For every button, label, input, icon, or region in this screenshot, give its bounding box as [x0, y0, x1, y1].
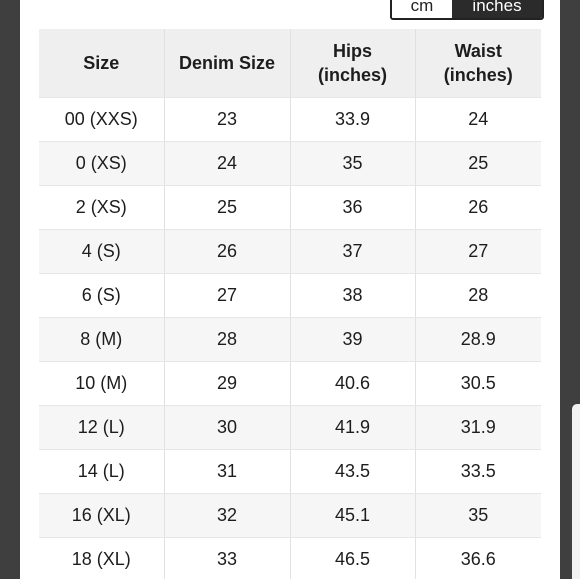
cell-hips: 46.5	[290, 538, 415, 579]
cell-hips: 40.6	[290, 362, 415, 406]
size-chart-panel	[20, 0, 560, 579]
cell-denim-size: 28	[164, 318, 290, 362]
table-row	[39, 318, 541, 362]
cell-size: 8 (M)	[39, 318, 164, 362]
header-size: Size	[39, 29, 164, 98]
header-denim-size: Denim Size	[164, 29, 290, 98]
cell-denim-size: 23	[164, 98, 290, 142]
size-table	[39, 29, 541, 579]
cell-waist: 35	[415, 494, 541, 538]
table-row	[39, 538, 541, 579]
cell-hips: 35	[290, 142, 415, 186]
cell-denim-size: 33	[164, 538, 290, 579]
cell-size: 2 (XS)	[39, 186, 164, 230]
cell-hips: 33.9	[290, 98, 415, 142]
table-row	[39, 98, 541, 142]
table-row	[39, 274, 541, 318]
cell-waist: 28	[415, 274, 541, 318]
cell-size: 16 (XL)	[39, 494, 164, 538]
cell-denim-size: 25	[164, 186, 290, 230]
cell-denim-size: 30	[164, 406, 290, 450]
unit-toggle	[390, 0, 544, 20]
table-row	[39, 406, 541, 450]
cell-size: 00 (XXS)	[39, 98, 164, 142]
cell-size: 12 (L)	[39, 406, 164, 450]
cell-denim-size: 31	[164, 450, 290, 494]
cell-hips: 41.9	[290, 406, 415, 450]
cell-waist: 25	[415, 142, 541, 186]
cell-waist: 36.6	[415, 538, 541, 579]
table-row	[39, 186, 541, 230]
cell-hips: 37	[290, 230, 415, 274]
cell-waist: 33.5	[415, 450, 541, 494]
cell-size: 18 (XL)	[39, 538, 164, 579]
scrollbar-handle[interactable]	[572, 404, 580, 579]
cell-waist: 26	[415, 186, 541, 230]
header-waist: Waist (inches)	[415, 29, 541, 98]
table-header-row	[39, 29, 541, 98]
cell-denim-size: 29	[164, 362, 290, 406]
cell-size: 4 (S)	[39, 230, 164, 274]
cell-waist: 27	[415, 230, 541, 274]
cell-hips: 38	[290, 274, 415, 318]
unit-cm-button[interactable]: cm	[392, 0, 452, 18]
header-hips: Hips (inches)	[290, 29, 415, 98]
cell-hips: 45.1	[290, 494, 415, 538]
table-row	[39, 230, 541, 274]
cell-size: 6 (S)	[39, 274, 164, 318]
cell-waist: 30.5	[415, 362, 541, 406]
cell-hips: 43.5	[290, 450, 415, 494]
cell-size: 10 (M)	[39, 362, 164, 406]
cell-denim-size: 27	[164, 274, 290, 318]
table-row	[39, 450, 541, 494]
table-row	[39, 494, 541, 538]
cell-waist: 28.9	[415, 318, 541, 362]
cell-waist: 31.9	[415, 406, 541, 450]
cell-denim-size: 26	[164, 230, 290, 274]
cell-denim-size: 32	[164, 494, 290, 538]
cell-hips: 39	[290, 318, 415, 362]
cell-size: 14 (L)	[39, 450, 164, 494]
cell-waist: 24	[415, 98, 541, 142]
cell-hips: 36	[290, 186, 415, 230]
unit-inches-button[interactable]: inches	[452, 0, 542, 18]
cell-size: 0 (XS)	[39, 142, 164, 186]
table-row	[39, 142, 541, 186]
cell-denim-size: 24	[164, 142, 290, 186]
table-row	[39, 362, 541, 406]
